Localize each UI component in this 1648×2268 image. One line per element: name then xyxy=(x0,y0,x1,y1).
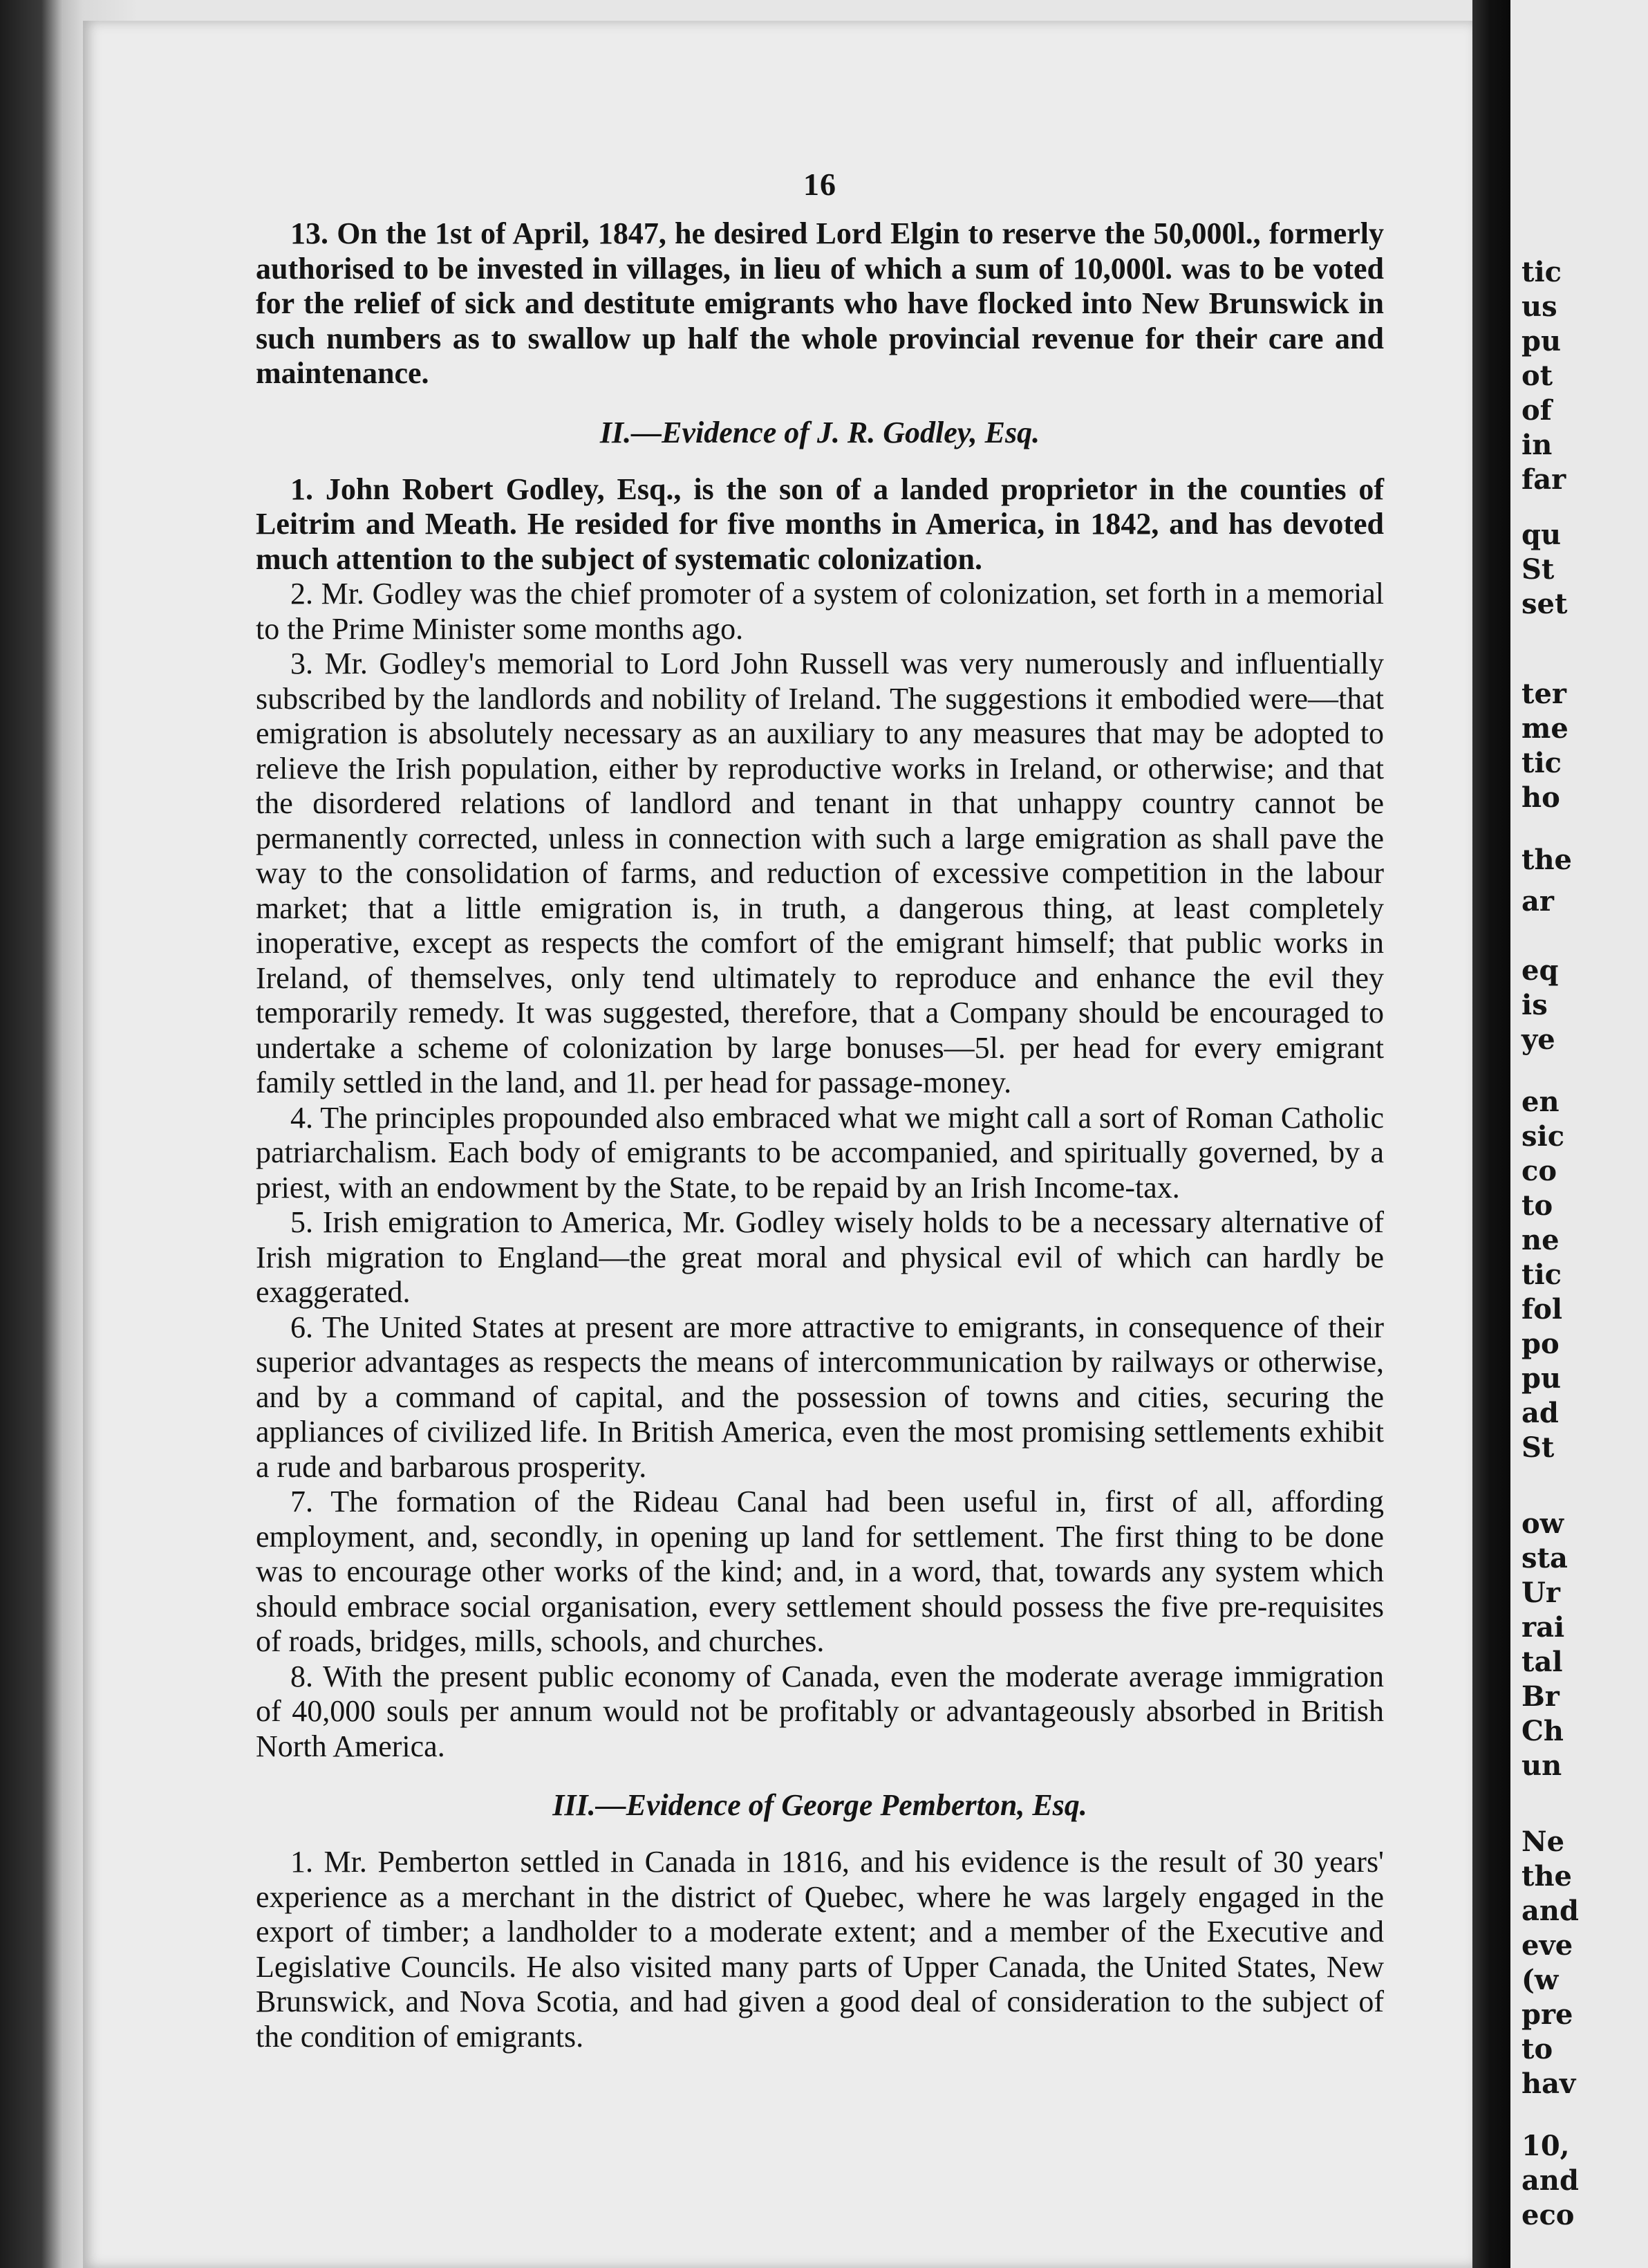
facing-page-fragment: eve xyxy=(1521,1929,1573,1962)
facing-page-fragment: eco xyxy=(1521,2199,1575,2231)
pemberton-paragraph: 1. Mr. Pemberton settled in Canada in 1816, and his evidence is the result of 30 years' experience as a merchant in the district of Quebec, where he was largely engaged in the export of timber; a landholder to a moderate extent; and a member of the Executive and Legislative Councils. He also visited many parts of Upper Canada, the United States, New Brunswick, and Nova Scotia, and had given a good deal of consideration to the subject of the condition of emigrants. xyxy=(256,1845,1384,2054)
facing-page-fragment: the xyxy=(1521,1860,1573,1893)
facing-page-fragment: ad xyxy=(1521,1397,1559,1429)
facing-page-fragment: ot xyxy=(1521,360,1553,392)
facing-page-fragment: is xyxy=(1521,989,1548,1021)
facing-page-fragment: St xyxy=(1521,1431,1555,1464)
facing-page-fragment: fol xyxy=(1521,1293,1563,1326)
facing-page-fragment: ho xyxy=(1521,781,1560,814)
facing-page-fragment: (w xyxy=(1521,1964,1559,1996)
godley-paragraph: 6. The United States at present are more attractive to emigrants, in consequence of their superior advantages as respects the means of intercommunication by railways or otherwise, and by a command of capital, and the possession of towns and cities, securing the appliances of civilized life. In British America, even the most promising settlements exhibit a rude and barbarous prosperity. xyxy=(256,1310,1384,1484)
facing-page-fragment: 10, xyxy=(1521,2130,1570,2162)
facing-page-fragment: sic xyxy=(1521,1120,1565,1153)
facing-page-fragment: to xyxy=(1521,2033,1553,2065)
godley-paragraph: 5. Irish emigration to America, Mr. Godley wisely holds to be a necessary alternative of Irish migration to England—the great moral and physical evil of which can hardly be exaggerated. xyxy=(256,1205,1384,1309)
facing-page-fragment: the xyxy=(1521,844,1573,876)
facing-page-fragment: hav xyxy=(1521,2067,1576,2100)
page-number: 16 xyxy=(803,167,836,202)
facing-page-fragment: tic xyxy=(1521,747,1562,779)
facing-page-fragment: qu xyxy=(1521,519,1562,551)
facing-page-fragment: ye xyxy=(1521,1023,1555,1056)
facing-page-fragment: eq xyxy=(1521,954,1559,987)
godley-paragraph: 4. The principles propounded also embraced what we might call a sort of Roman Catholic patriarchalism. Each body of emigrants to be accompanied, and spiritually governed, by a priest, with an endowment by the State, to be repaid by an Irish Income-tax. xyxy=(256,1100,1384,1205)
facing-page-fragment: Ch xyxy=(1521,1715,1564,1747)
facing-page-fragment: tal xyxy=(1521,1646,1563,1678)
book-gutter xyxy=(1472,0,1510,2268)
facing-page-fragment: of xyxy=(1521,394,1552,427)
facing-page-fragment: tic xyxy=(1521,256,1562,288)
facing-page-fragment: me xyxy=(1521,712,1569,745)
facing-page-fragment: and xyxy=(1521,2164,1579,2197)
intro-paragraph: 13. On the 1st of April, 1847, he desired Lord Elgin to reserve the 50,000l., formerly authorised to be invested in villages, in lieu of which a sum of 10,000l. was to be voted for the relief of sick and destitute emigrants who have flocked into New Brunswick in such numbers as to swallow up half the whole provincial revenue for their care and maintenance. xyxy=(256,216,1384,390)
facing-page-fragment: sta xyxy=(1521,1542,1568,1574)
facing-page-fragment: set xyxy=(1521,588,1568,620)
godley-paragraph: 2. Mr. Godley was the chief promoter of a system of colonization, set forth in a memorial to the Prime Minister some months ago. xyxy=(256,577,1384,646)
facing-page-fragment: pu xyxy=(1521,1362,1562,1395)
facing-page-fragment: and xyxy=(1521,1895,1579,1927)
section-heading-godley: II.—Evidence of J. R. Godley, Esq. xyxy=(599,415,1040,449)
facing-page-fragment: ar xyxy=(1521,885,1554,918)
section-heading-pemberton: III.—Evidence of George Pemberton, Esq. xyxy=(552,1788,1087,1822)
facing-page-fragment: in xyxy=(1521,429,1553,461)
facing-page-fragment: ow xyxy=(1521,1507,1564,1540)
godley-paragraph: 3. Mr. Godley's memorial to Lord John Russell was very numerously and influentially subscribed by the landlords and nobility of Ireland. The suggestions it embodied were—that emigration is absolutely necessary as an auxiliary to any measures that may be adopted to relieve the Irish population, either by reproductive works in Ireland, or otherwise; and that the disordered relations of landlord and tenant in that unhappy country cannot be permanently corrected, unless in connection with such a large emigration as shall pave the way to the consolidation of farms, and reduction of excessive competition in the labour market; that a little emigration is, in truth, a dangerous thing, at least completely inoperative, except as respects the comfort of the emigrant himself; that public works in Ireland, of themselves, only tend ultimately to reproduce and enhance the evil they temporarily remedy. It was suggested, therefore, that a Company should be encouraged to undertake a scheme of colonization by large bonuses—5l. per head for every emigrant family settled in the land, and 1l. per head for passage-money. xyxy=(256,647,1384,1099)
facing-page-fragment: Br xyxy=(1521,1680,1560,1713)
facing-page-fragment: far xyxy=(1521,463,1566,496)
facing-page-fragment: po xyxy=(1521,1328,1560,1360)
page-content xyxy=(256,166,1384,2054)
facing-page-fragment: St xyxy=(1521,553,1555,586)
facing-page-fragment: co xyxy=(1521,1155,1557,1187)
godley-paragraph: 1. John Robert Godley, Esq., is the son of a landed proprietor in the counties of Leitrim and Meath. He resided for five months in America, in 1842, and has devoted much attention to the subject of systematic colonization. xyxy=(256,472,1384,576)
facing-page-fragment: Ne xyxy=(1521,1825,1565,1858)
facing-page-fragment: pre xyxy=(1521,1998,1573,2031)
facing-page-fragment: un xyxy=(1521,1749,1562,1782)
facing-page-fragment: rai xyxy=(1521,1611,1565,1644)
godley-paragraph: 8. With the present public economy of Canada, even the moderate average immigration of 40,000 souls per annum would not be profitably or advantageously absorbed in British North America. xyxy=(256,1659,1384,1763)
facing-page-fragment: us xyxy=(1521,290,1557,323)
facing-page-fragment: ter xyxy=(1521,678,1566,710)
facing-page-fragment: Ur xyxy=(1521,1577,1560,1609)
godley-paragraph: 7. The formation of the Rideau Canal had been useful in, first of all, affording employment, and, secondly, in opening up land for settlement. The first thing to be done was to encourage other works of the kind; and, in a word, that, towards any system which should embrace social organisation, every settlement should possess the five pre-requisites of roads, bridges, mills, schools, and churches. xyxy=(256,1485,1384,1658)
facing-page-fragment: pu xyxy=(1521,325,1562,357)
facing-page-fragment: en xyxy=(1521,1086,1560,1118)
facing-page-fragment: to xyxy=(1521,1189,1553,1222)
facing-page-fragment: tic xyxy=(1521,1258,1562,1291)
facing-page-edge xyxy=(1510,0,1648,2268)
facing-page-fragment: ne xyxy=(1521,1224,1560,1256)
